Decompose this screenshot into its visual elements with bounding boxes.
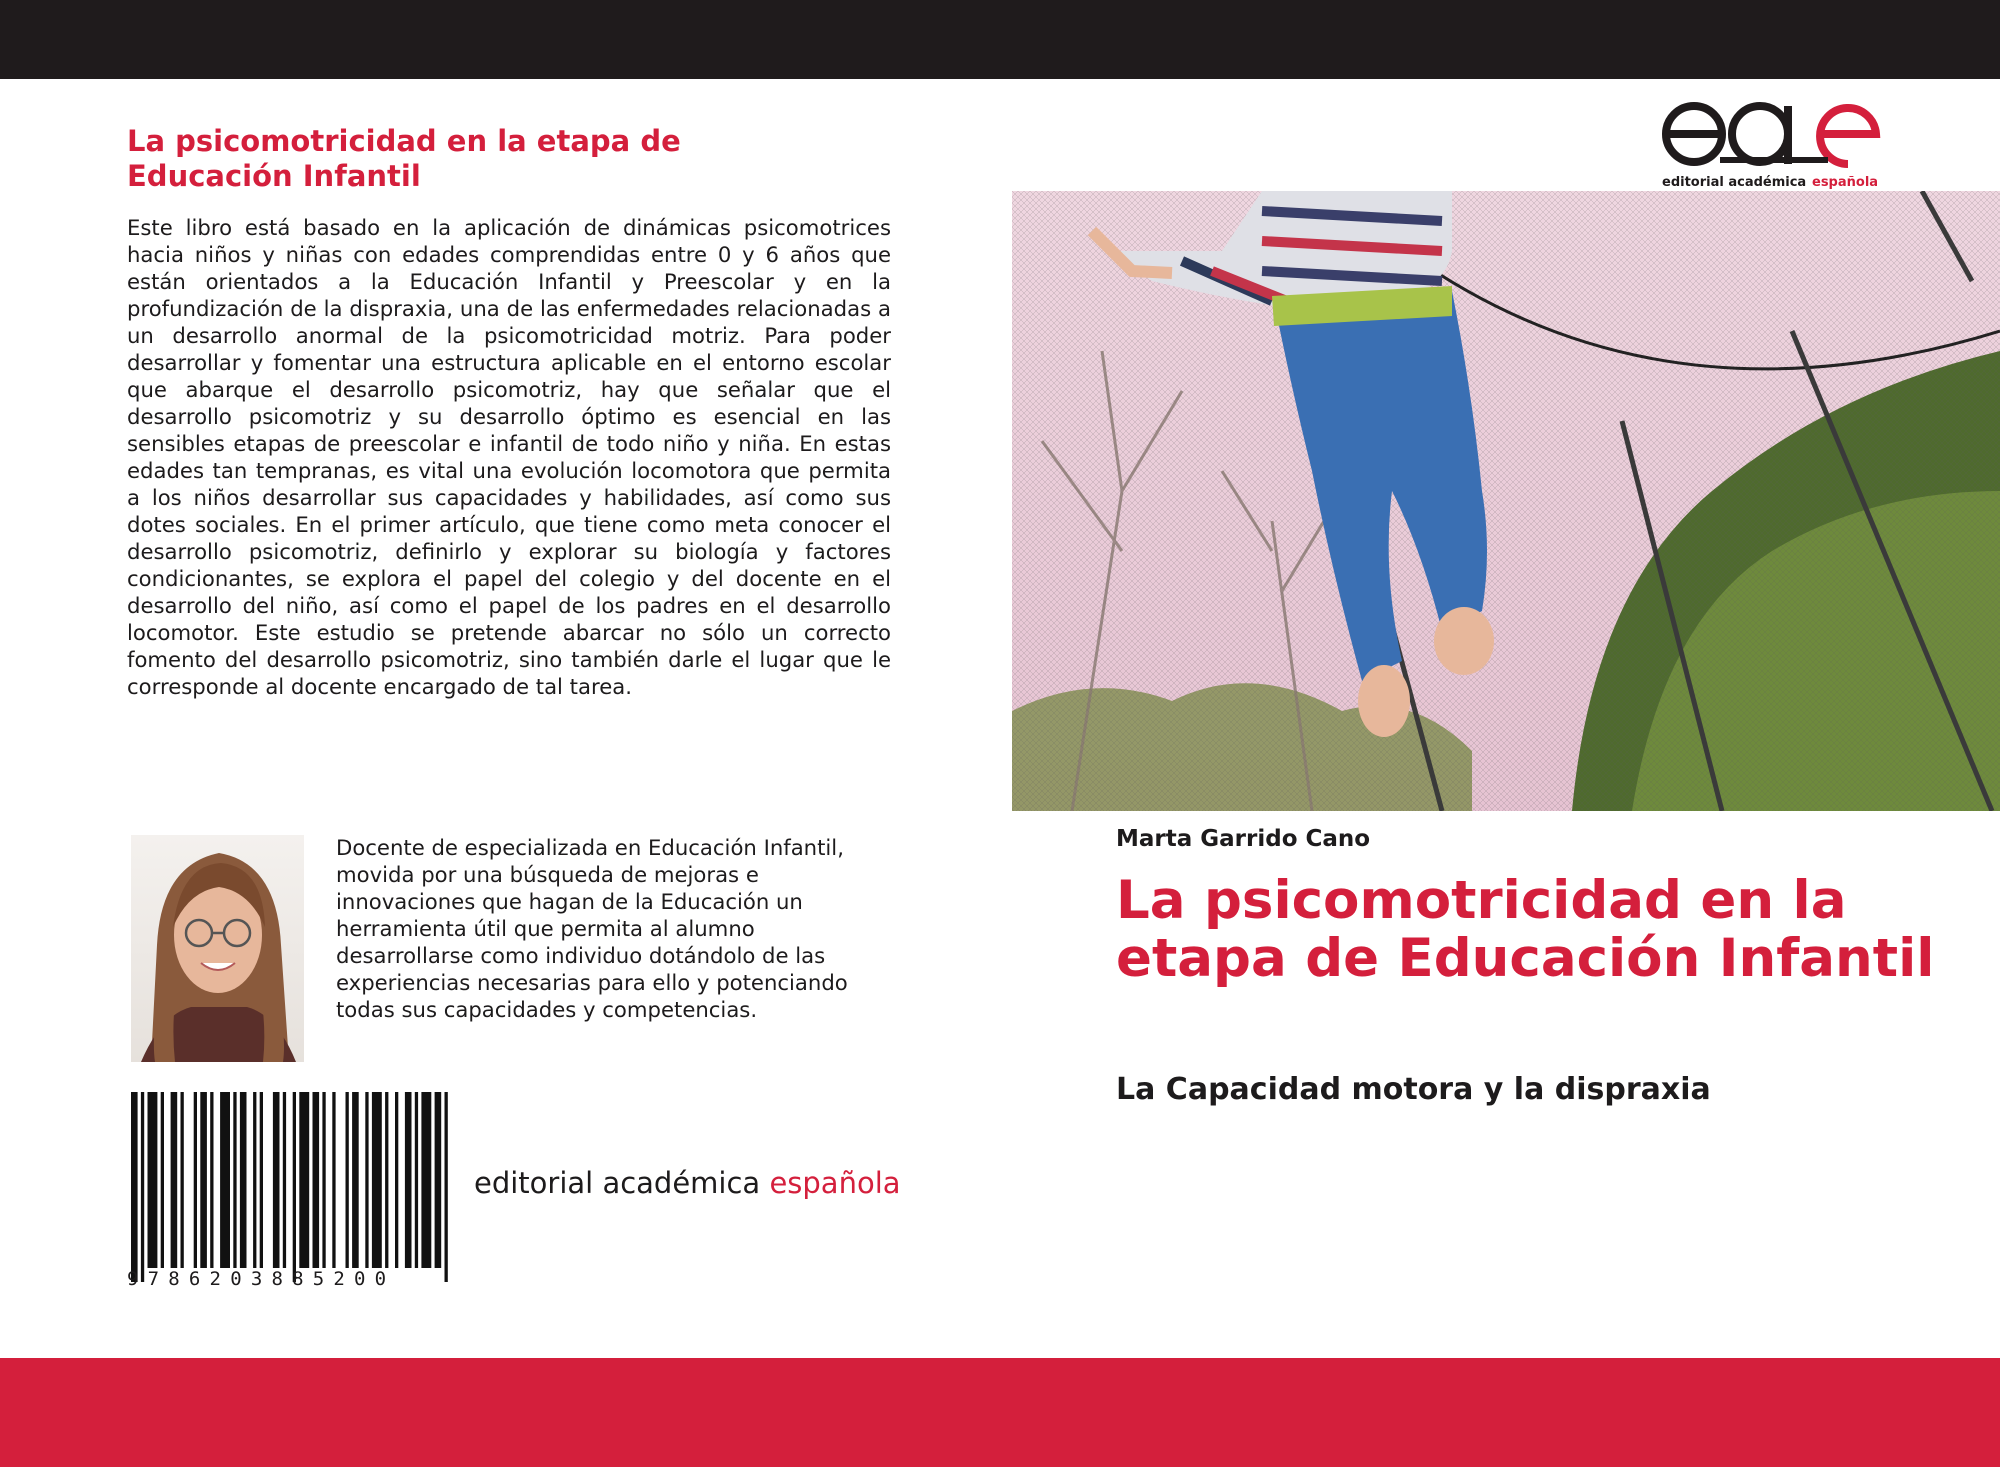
isbn-digits: 9786203885200 bbox=[127, 1268, 396, 1290]
barcode-bar bbox=[395, 1092, 398, 1268]
publisher-logo bbox=[1660, 98, 1884, 190]
barcode-bar bbox=[283, 1092, 286, 1268]
barcode-bar bbox=[171, 1092, 178, 1268]
barcode-bar bbox=[313, 1092, 320, 1268]
barcode-bar bbox=[148, 1092, 158, 1268]
back-cover-blurb: Este libro está basado en la aplicación de dinámicas psicomotrices hacia niños y niñas con edades comprendidas entre 0 y 6 años que están orientados a la Educación Infantil y Preescolar y en la profundización de la dispraxia, una de las enfermedades relacionadas a un desarrollo anormal de la psicomotricidad motriz. Para poder desarrollar y fomentar una estructura aplicable en el entorno escolar que abarque el desarrollo psicomotriz, hay que señalar que el desarrollo psicomotriz y su desarrollo óptimo es esencial en las sensibles etapas de preescolar e infantil de todo niño y niña. En estas edades tan tempranas, es vital una evolución locomotora que permita a los niños desarrollar sus capacidades y habilidades, así como sus dotes sociales. En el primer artículo, que tiene como meta conocer el desarrollo psicomotriz, definirlo y explorar su biología y factores condicionantes, se explora el papel del colegio y del docente en el desarrollo del niño, así como el papel de los padres en el desarrollo locomotor. Este estudio se pretende abarcar no sólo un correcto fomento del desarrollo psicomotriz, sino también darle el lugar que le corresponde al docente encargado de tal tarea. bbox=[127, 215, 891, 699]
barcode-bar bbox=[194, 1092, 197, 1268]
barcode-bar bbox=[299, 1092, 309, 1268]
back-publisher-name bbox=[474, 1166, 901, 1200]
barcode-bar bbox=[352, 1092, 359, 1268]
barcode-bar bbox=[365, 1092, 368, 1268]
publisher-main-text: editorial académica bbox=[474, 1166, 770, 1200]
author-bio: Docente de especializada en Educación Infantil, movida por una búsqueda de mejoras e innovaciones que hagan de la Educación un herramienta útil que permita al alumno desarrollarse como individuo dotándolo de las experiencias necesarias para ello y potenciando todas sus capacidades y competencias. bbox=[336, 835, 848, 1022]
logo-text-accent: española bbox=[1812, 175, 1879, 190]
front-author-name: Marta Garrido Cano bbox=[1116, 826, 1371, 852]
barcode-bar bbox=[421, 1092, 431, 1268]
bottom-band bbox=[0, 1358, 2000, 1467]
barcode-bar bbox=[273, 1092, 280, 1268]
barcode-bar bbox=[415, 1092, 418, 1268]
top-band bbox=[0, 0, 2000, 79]
barcode-bar bbox=[385, 1092, 388, 1268]
barcode-bar bbox=[372, 1092, 382, 1268]
front-cover-subtitle: La Capacidad motora y la dispraxia bbox=[1116, 1072, 1711, 1107]
barcode-bar bbox=[181, 1092, 184, 1268]
barcode-bar bbox=[346, 1092, 349, 1268]
barcode-bar bbox=[210, 1092, 213, 1268]
barcode-bar bbox=[240, 1092, 247, 1268]
barcode-bar bbox=[445, 1092, 448, 1282]
front-cover-title: La psicomotricidad en la etapa de Educación Infantil bbox=[1116, 870, 1935, 989]
isbn-barcode bbox=[127, 1092, 457, 1292]
barcode-bar bbox=[322, 1092, 325, 1268]
barcode-bar bbox=[233, 1092, 236, 1268]
barcode-bar bbox=[220, 1092, 230, 1268]
barcode-bar bbox=[435, 1092, 442, 1268]
publisher-accent-text: española bbox=[769, 1166, 901, 1200]
barcode-bar bbox=[253, 1092, 256, 1268]
barcode-bar bbox=[293, 1092, 296, 1282]
barcode-bar bbox=[200, 1092, 207, 1268]
barcode-bar bbox=[405, 1092, 412, 1268]
back-cover-title: La psicomotricidad en la etapa de Educación Infantil bbox=[127, 124, 681, 193]
barcode-bar bbox=[260, 1092, 263, 1268]
logo-text-main: editorial académica bbox=[1662, 175, 1807, 190]
cover-photo-child-trampoline bbox=[1012, 191, 2000, 811]
barcode-bar bbox=[141, 1092, 144, 1282]
barcode-bar bbox=[332, 1092, 335, 1268]
barcode-bar bbox=[131, 1092, 138, 1282]
barcode-bar bbox=[161, 1092, 164, 1268]
author-photo bbox=[131, 835, 304, 1062]
